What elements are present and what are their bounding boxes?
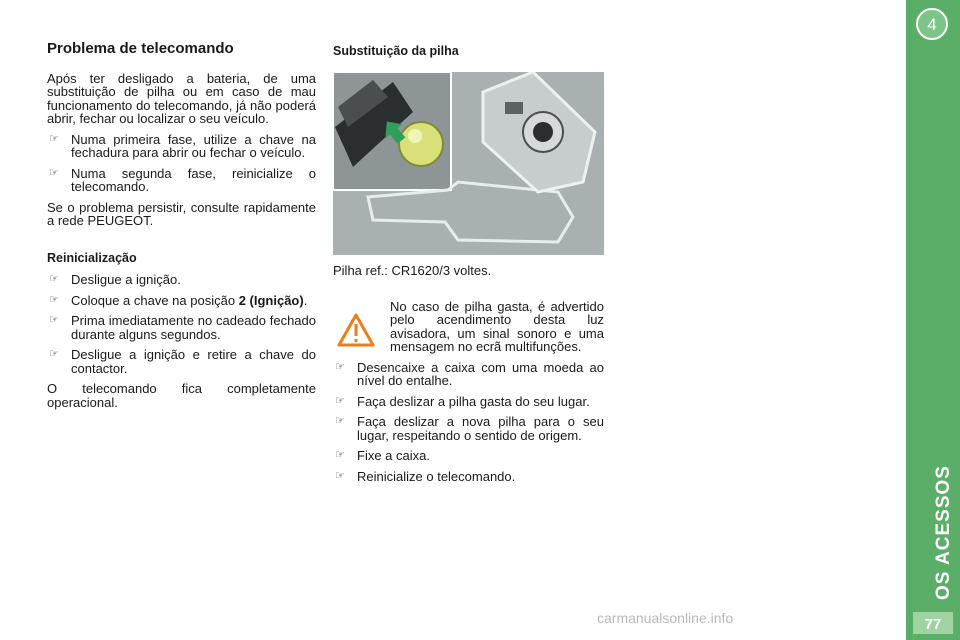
result-paragraph: O telecomando fica completamente operacional. (47, 381, 316, 410)
ignition-position: 2 (Ignição) (238, 292, 304, 308)
hand-pointer-icon: ☞ (49, 132, 59, 145)
list-item: ☞ Prima imediatamente no cadeado fechado durante alguns segundos. (49, 313, 316, 342)
intro-paragraph: Após ter desligado a bateria, de uma substituição de pilha ou em caso de mau funcionamento do telecomando, já não poderá abrir, fechar ou localizar o seu veículo. (47, 70, 316, 126)
right-column (333, 264, 604, 490)
hand-pointer-icon: ☞ (49, 293, 59, 306)
remote-key-illustration (333, 72, 604, 255)
hand-pointer-icon: ☞ (335, 469, 345, 482)
list-item: ☞ Desligue a ignição. (49, 272, 181, 287)
hand-pointer-icon: ☞ (49, 166, 59, 179)
list-item: ☞ Desencaixe a caixa com uma moeda ao nível do entalhe. (335, 359, 604, 388)
hand-pointer-icon: ☞ (335, 394, 345, 407)
warning-block (333, 300, 604, 354)
chapter-number: 4 (927, 15, 937, 34)
battery-reference: Pilha ref.: CR1620/3 voltes. (333, 263, 492, 278)
hand-pointer-icon: ☞ (49, 348, 59, 360)
hand-pointer-icon: ☞ (49, 273, 59, 285)
reset-title: Reinicialização (47, 250, 137, 265)
hand-pointer-icon: ☞ (335, 360, 345, 373)
list-item: ☞ Faça deslizar a nova pilha para o seu lugar, respeitando o sentido de origem. (335, 414, 604, 443)
list-item: ☞ Coloque a chave na posição 2 (Ignição). (49, 292, 308, 308)
list-item: ☞ Reinicialize o telecomando. (335, 468, 516, 484)
hand-pointer-icon: ☞ (49, 314, 59, 326)
key-battery-drawing (333, 72, 604, 255)
list-item: ☞ Desligue a ignição e retire a chave do contactor. (49, 347, 316, 376)
page-title: Problema de telecomando (47, 40, 234, 57)
left-column (47, 42, 316, 416)
warning-triangle-icon (336, 312, 376, 348)
chapter-title: OS ACESSOS (933, 465, 954, 600)
list-item: ☞ Faça deslizar a pilha gasta do seu lugar. (335, 393, 590, 409)
list-item: ☞ Numa primeira fase, utilize a chave na fechadura para abrir ou fechar o veículo. (49, 131, 316, 160)
chapter-badge (915, 7, 949, 41)
warning-text: No caso de pilha gasta, é advertido pelo acendimento desta luz avisadora, um sinal sonoro e uma mensagem no ecrã multifunções. (390, 298, 604, 354)
hand-pointer-icon: ☞ (335, 449, 345, 461)
hand-pointer-icon: ☞ (335, 415, 345, 427)
list-item: ☞ Fixe a caixa. (335, 448, 430, 463)
section-title: Substituição da pilha (333, 44, 459, 58)
note-paragraph: Se o problema persistir, consulte rapidamente a rede PEUGEOT. (47, 199, 316, 228)
page-number: 77 (913, 612, 953, 634)
list-item: ☞ Numa segunda fase, reinicialize o telecomando. (49, 165, 316, 194)
watermark: carmanualsonline.info (597, 610, 734, 626)
